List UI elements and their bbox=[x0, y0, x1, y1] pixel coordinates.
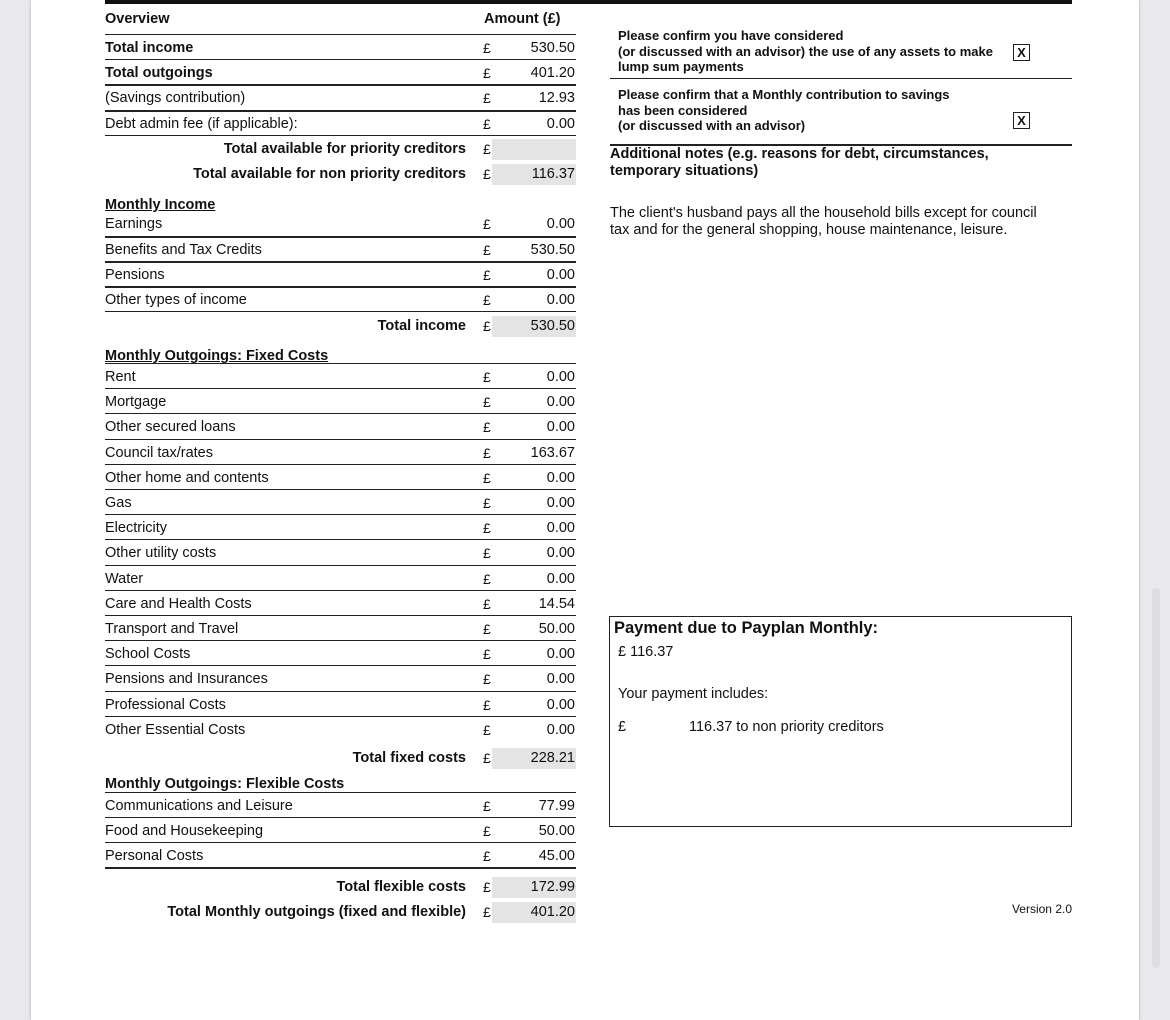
currency-symbol: £ bbox=[483, 141, 491, 157]
currency-symbol: £ bbox=[483, 798, 491, 814]
row-label: Benefits and Tax Credits bbox=[105, 242, 262, 258]
row-label: Food and Housekeeping bbox=[105, 823, 264, 839]
row-value: 50.00 bbox=[538, 621, 575, 637]
fixed-cost-row bbox=[105, 640, 576, 665]
row-value: 0.00 bbox=[546, 292, 575, 308]
row-value bbox=[492, 139, 576, 160]
currency-symbol: £ bbox=[483, 750, 491, 766]
overview-heading: Overview bbox=[105, 11, 170, 27]
income-heading: Monthly Income bbox=[105, 197, 216, 213]
currency-symbol: £ bbox=[483, 318, 491, 334]
confirm-line: has been considered bbox=[618, 102, 748, 118]
currency-symbol: £ bbox=[483, 267, 491, 283]
row-label: Earnings bbox=[105, 216, 163, 232]
currency-symbol: £ bbox=[483, 292, 491, 308]
assets-confirm-checkbox[interactable]: X bbox=[1013, 44, 1030, 61]
flex-row-communications bbox=[105, 792, 576, 817]
version-label: Version 2.0 bbox=[1011, 902, 1072, 916]
row-label: Personal Costs bbox=[105, 848, 204, 864]
row-value: 530.50 bbox=[530, 242, 575, 258]
currency-symbol: £ bbox=[483, 823, 491, 839]
row-value: 0.00 bbox=[546, 697, 575, 713]
income-row-pensions bbox=[105, 261, 576, 286]
row-value: 0.00 bbox=[546, 267, 575, 283]
currency-symbol: £ bbox=[483, 671, 491, 687]
currency-symbol: £ bbox=[483, 545, 491, 561]
row-value: 0.00 bbox=[546, 369, 575, 385]
currency-symbol: £ bbox=[483, 116, 491, 132]
amount-heading: Amount (£) bbox=[484, 11, 561, 27]
scrollbar[interactable] bbox=[1152, 588, 1160, 968]
overview-row-total-income bbox=[105, 34, 576, 59]
fixed-cost-row bbox=[105, 413, 576, 438]
currency-symbol: £ bbox=[483, 495, 491, 511]
row-value: 172.99 bbox=[492, 877, 576, 898]
flexible-total-row bbox=[105, 873, 576, 898]
row-label: Water bbox=[105, 571, 144, 587]
income-row-other bbox=[105, 286, 576, 311]
payment-summary-box bbox=[609, 616, 1072, 827]
fixed-cost-row bbox=[105, 439, 576, 464]
currency-symbol: £ bbox=[483, 571, 491, 587]
row-label: Communications and Leisure bbox=[105, 798, 293, 814]
additional-notes-body: The client's husband pays all the household bills except for council tax and for the general shopping, house maintenance, leisure. bbox=[610, 205, 1037, 238]
currency-symbol: £ bbox=[483, 722, 491, 738]
currency-symbol: £ bbox=[483, 216, 491, 232]
currency-symbol: £ bbox=[483, 40, 491, 56]
income-row-earnings bbox=[105, 210, 576, 235]
monthly-outgoings-total-row bbox=[105, 898, 576, 923]
overview-row-non-priority bbox=[105, 160, 576, 185]
currency-symbol: £ bbox=[483, 90, 491, 106]
currency-symbol: £ bbox=[483, 596, 491, 612]
income-row-benefits bbox=[105, 236, 576, 261]
currency-symbol: £ bbox=[483, 242, 491, 258]
row-value: 530.50 bbox=[492, 316, 576, 337]
row-label: Mortgage bbox=[105, 394, 167, 410]
row-value: 12.93 bbox=[538, 90, 575, 106]
fixed-cost-row bbox=[105, 665, 576, 690]
row-value: 0.00 bbox=[546, 722, 575, 738]
row-value: 0.00 bbox=[546, 116, 575, 132]
payment-breakdown-line: 116.37 to non priority creditors bbox=[689, 719, 884, 735]
row-value: 0.00 bbox=[546, 571, 575, 587]
divider bbox=[610, 78, 1072, 79]
currency-symbol: £ bbox=[483, 646, 491, 662]
fixed-cost-row bbox=[105, 691, 576, 716]
row-value: 0.00 bbox=[546, 646, 575, 662]
currency-symbol: £ bbox=[483, 65, 491, 81]
row-value: 0.00 bbox=[546, 671, 575, 687]
row-label: (Savings contribution) bbox=[105, 90, 246, 106]
currency-symbol: £ bbox=[483, 419, 491, 435]
currency-symbol: £ bbox=[483, 621, 491, 637]
row-label: Other types of income bbox=[105, 292, 247, 308]
payment-title: Payment due to Payplan Monthly: bbox=[614, 619, 879, 637]
row-label: Total income bbox=[377, 318, 466, 334]
row-label: Other utility costs bbox=[105, 545, 217, 561]
row-label: Transport and Travel bbox=[105, 621, 239, 637]
row-value: 14.54 bbox=[538, 596, 575, 612]
row-label: Pensions and Insurances bbox=[105, 671, 268, 687]
row-value: 77.99 bbox=[538, 798, 575, 814]
confirm-line: (or discussed with an advisor) the use of any assets to make bbox=[618, 43, 993, 59]
fixed-costs-heading: Monthly Outgoings: Fixed Costs bbox=[105, 348, 329, 364]
row-label: Professional Costs bbox=[105, 697, 226, 713]
row-label: Total Monthly outgoings (fixed and flexible) bbox=[167, 904, 466, 920]
row-label: Total outgoings bbox=[105, 65, 213, 81]
assets-confirmation-text bbox=[618, 28, 1003, 75]
fixed-cost-row bbox=[105, 716, 576, 741]
overview-row-priority bbox=[105, 135, 576, 160]
savings-confirmation-text bbox=[618, 87, 1003, 134]
fixed-cost-row bbox=[105, 489, 576, 514]
confirm-line: (or discussed with an advisor) bbox=[618, 118, 806, 133]
row-label: Pensions bbox=[105, 267, 165, 283]
currency-symbol: £ bbox=[483, 879, 491, 895]
confirm-line: Please confirm you have considered bbox=[618, 28, 844, 43]
row-value: 0.00 bbox=[546, 520, 575, 536]
divider bbox=[105, 867, 576, 869]
payment-amount: £ 116.37 bbox=[618, 644, 674, 660]
fixed-cost-row bbox=[105, 363, 576, 388]
flex-row-personal bbox=[105, 842, 576, 867]
top-border bbox=[105, 0, 1072, 4]
currency-symbol: £ bbox=[483, 166, 491, 182]
row-value: 401.20 bbox=[530, 65, 575, 81]
confirm-line: Please confirm that a Monthly contribution to savings bbox=[618, 87, 950, 102]
row-label: Total fixed costs bbox=[352, 750, 466, 766]
additional-notes-heading: Additional notes (e.g. reasons for debt, circumstances, temporary situations) bbox=[610, 146, 989, 179]
row-value: 0.00 bbox=[546, 394, 575, 410]
row-label: Gas bbox=[105, 495, 132, 511]
row-label: Total available for non priority creditors bbox=[193, 166, 466, 182]
fixed-cost-row bbox=[105, 590, 576, 615]
row-value: 0.00 bbox=[546, 545, 575, 561]
currency-symbol: £ bbox=[483, 848, 491, 864]
row-label: Other secured loans bbox=[105, 419, 236, 435]
overview-row-total-outgoings bbox=[105, 59, 576, 84]
fixed-cost-row bbox=[105, 615, 576, 640]
row-label: Rent bbox=[105, 369, 136, 385]
flexible-costs-heading: Monthly Outgoings: Flexible Costs bbox=[105, 776, 345, 792]
fixed-cost-row bbox=[105, 514, 576, 539]
row-label: Debt admin fee (if applicable): bbox=[105, 116, 298, 132]
payment-includes-label: Your payment includes: bbox=[618, 686, 769, 702]
savings-confirm-checkbox[interactable]: X bbox=[1013, 112, 1030, 129]
currency-symbol: £ bbox=[483, 697, 491, 713]
row-value: 0.00 bbox=[546, 419, 575, 435]
row-label: Other home and contents bbox=[105, 470, 269, 486]
row-label: School Costs bbox=[105, 646, 191, 662]
currency-symbol: £ bbox=[483, 470, 491, 486]
row-value: 50.00 bbox=[538, 823, 575, 839]
currency-symbol: £ bbox=[483, 394, 491, 410]
confirm-line: lump sum payments bbox=[618, 59, 744, 74]
row-label: Care and Health Costs bbox=[105, 596, 252, 612]
fixed-cost-row bbox=[105, 464, 576, 489]
row-label: Other Essential Costs bbox=[105, 722, 246, 738]
row-value: 0.00 bbox=[546, 216, 575, 232]
currency-symbol: £ bbox=[483, 369, 491, 385]
row-value: 163.67 bbox=[530, 445, 575, 461]
row-label: Total flexible costs bbox=[336, 879, 466, 895]
row-value: 0.00 bbox=[546, 470, 575, 486]
row-value: 45.00 bbox=[538, 848, 575, 864]
row-value: 530.50 bbox=[530, 40, 575, 56]
row-label: Total available for priority creditors bbox=[223, 141, 466, 157]
row-label: Total income bbox=[105, 40, 194, 56]
row-value: 401.20 bbox=[492, 902, 576, 923]
fixed-total-row bbox=[105, 744, 576, 769]
row-value: 116.37 bbox=[492, 164, 576, 185]
flex-row-food bbox=[105, 817, 576, 842]
currency-symbol: £ bbox=[483, 445, 491, 461]
row-label: Electricity bbox=[105, 520, 168, 536]
fixed-cost-row bbox=[105, 388, 576, 413]
row-value: 228.21 bbox=[492, 748, 576, 769]
currency-symbol: £ bbox=[618, 719, 627, 735]
overview-row-savings bbox=[105, 84, 576, 109]
overview-row-admin-fee bbox=[105, 110, 576, 135]
row-label: Council tax/rates bbox=[105, 445, 213, 461]
row-value: 0.00 bbox=[546, 495, 575, 511]
currency-symbol: £ bbox=[483, 520, 491, 536]
fixed-cost-row bbox=[105, 539, 576, 564]
income-total-row bbox=[105, 312, 576, 337]
currency-symbol: £ bbox=[483, 904, 491, 920]
fixed-cost-row bbox=[105, 565, 576, 590]
